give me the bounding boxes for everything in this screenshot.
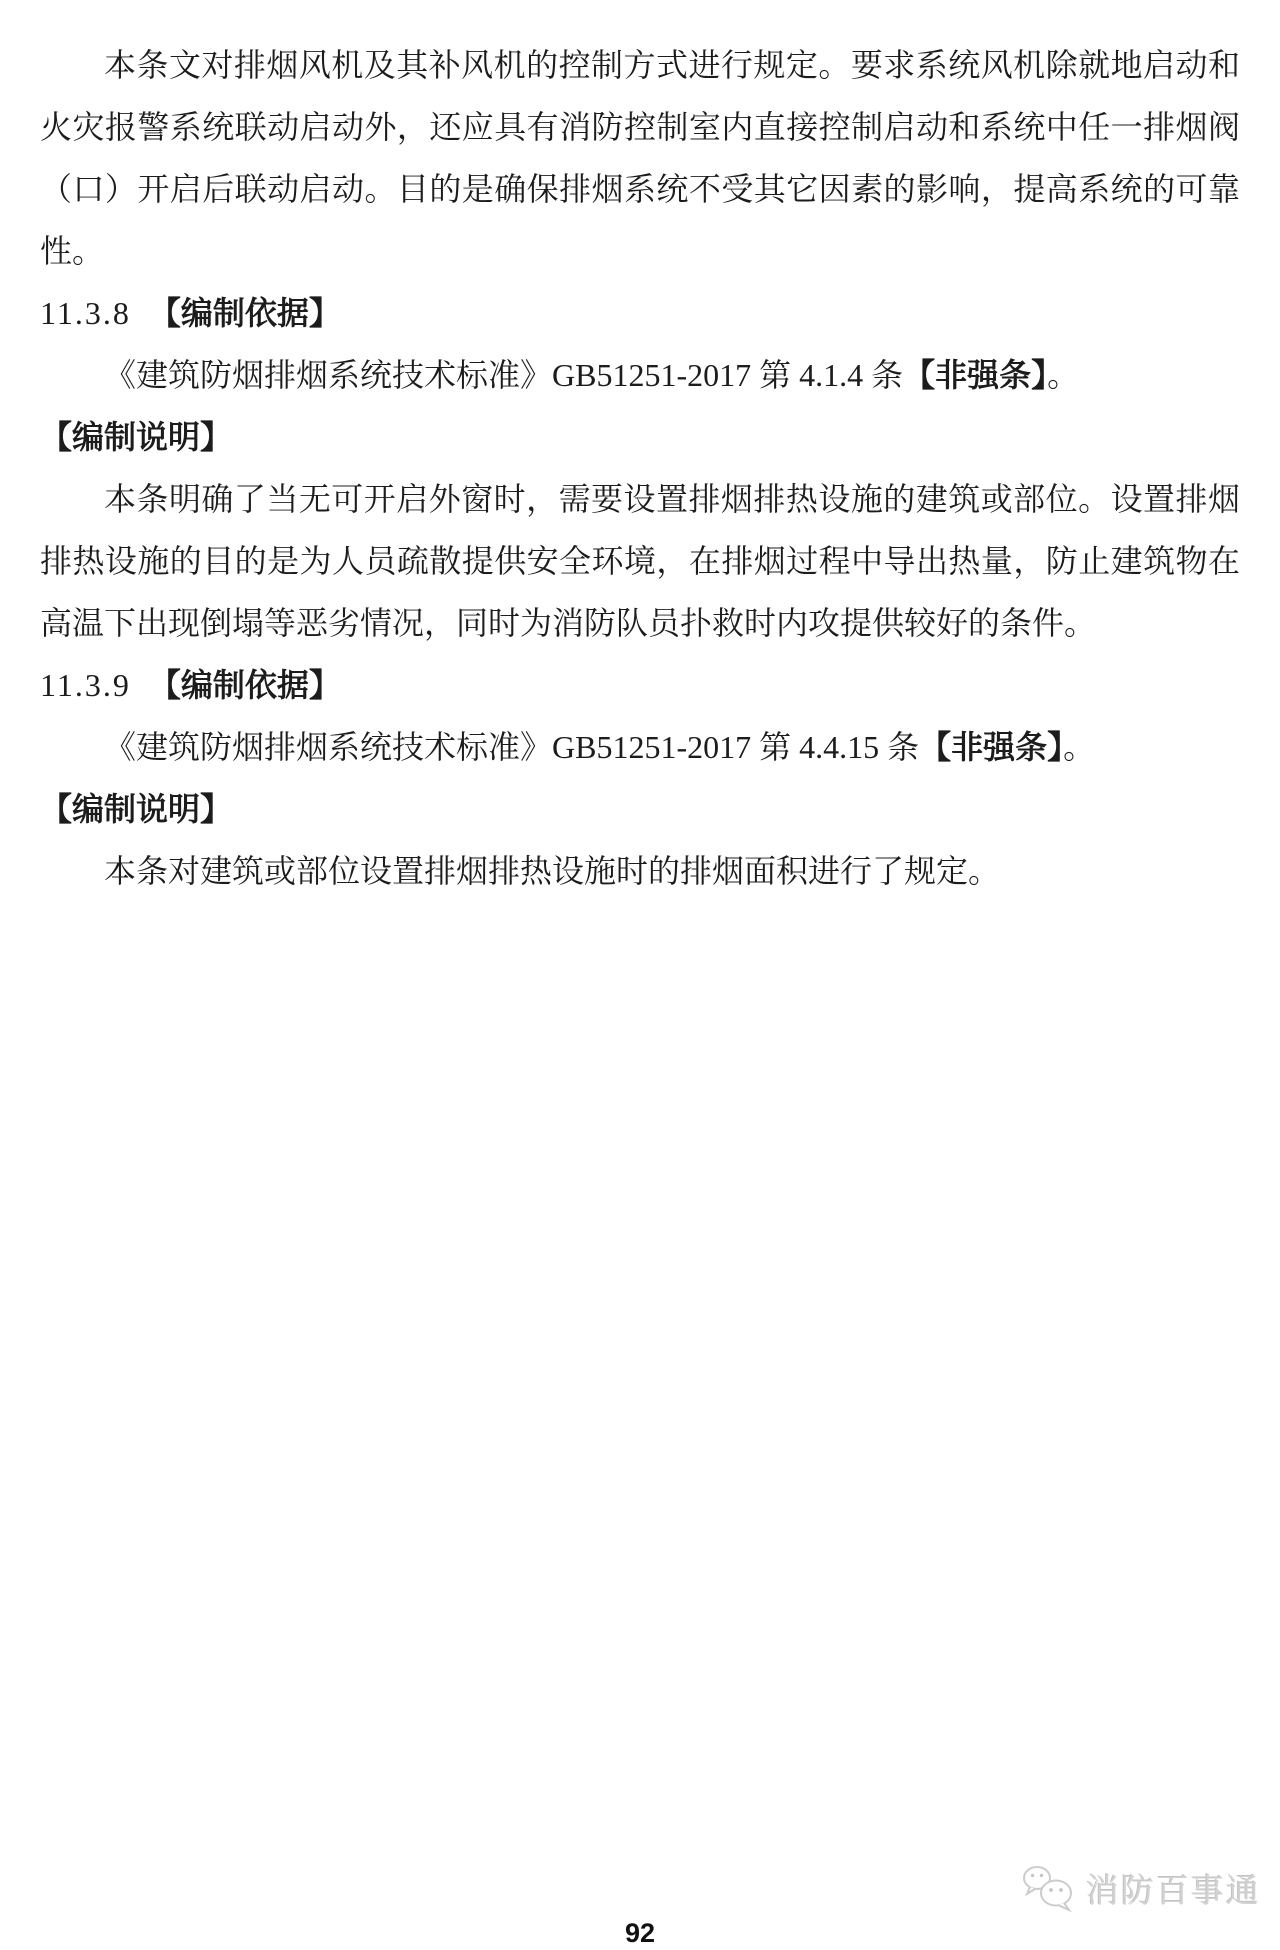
body-line: 本条明确了当无可开启外窗时，需要设置排烟排热设施的建筑或部位。设置排烟 bbox=[104, 481, 1240, 517]
section-heading-explain: 【编制说明】 bbox=[40, 419, 233, 455]
basis-heading-label: 【编制依据】 bbox=[148, 295, 341, 331]
body-line: 火灾报警系统联动启动外，还应具有消防控制室内直接控制启动和系统中任一排烟阀 bbox=[40, 109, 1240, 145]
reference-text: 《建筑防烟排烟系统技术标准》GB51251-2017 第 4.4.15 条 bbox=[104, 729, 920, 765]
reference-tag: 【非强条】 bbox=[903, 357, 1048, 393]
watermark-label: 消防百事通 bbox=[1086, 1871, 1261, 1909]
body-line: 性。 bbox=[40, 233, 105, 269]
section-number: 11.3.9 bbox=[40, 667, 131, 703]
reference-line bbox=[40, 344, 1240, 406]
reference-end: 。 bbox=[1063, 729, 1096, 765]
reference-line bbox=[40, 716, 1240, 778]
document-text-block bbox=[40, 34, 1240, 902]
section-heading-basis bbox=[40, 654, 1240, 716]
body-line: 本条对建筑或部位设置排烟排热设施时的排烟面积进行了规定。 bbox=[104, 853, 1001, 889]
section-heading-explain: 【编制说明】 bbox=[40, 791, 233, 827]
watermark bbox=[1020, 1864, 1261, 1912]
reference-end: 。 bbox=[1047, 357, 1080, 393]
body-line: （口）开启后联动启动。目的是确保排烟系统不受其它因素的影响，提高系统的可靠 bbox=[40, 171, 1240, 207]
basis-heading-label: 【编制依据】 bbox=[148, 667, 341, 703]
wechat-bubbles-icon bbox=[1020, 1864, 1078, 1912]
reference-tag: 【非强条】 bbox=[919, 729, 1064, 765]
section-heading-basis bbox=[40, 282, 1240, 344]
page-number: 92 bbox=[624, 1918, 656, 1948]
body-line: 排热设施的目的是为人员疏散提供安全环境，在排烟过程中导出热量，防止建筑物在 bbox=[40, 543, 1240, 579]
section-number: 11.3.8 bbox=[40, 295, 131, 331]
reference-text: 《建筑防烟排烟系统技术标准》GB51251-2017 第 4.1.4 条 bbox=[104, 357, 904, 393]
body-line: 高温下出现倒塌等恶劣情况，同时为消防队员扑救时内攻提供较好的条件。 bbox=[40, 605, 1097, 641]
body-line: 本条文对排烟风机及其补风机的控制方式进行规定。要求系统风机除就地启动和 bbox=[104, 47, 1240, 83]
